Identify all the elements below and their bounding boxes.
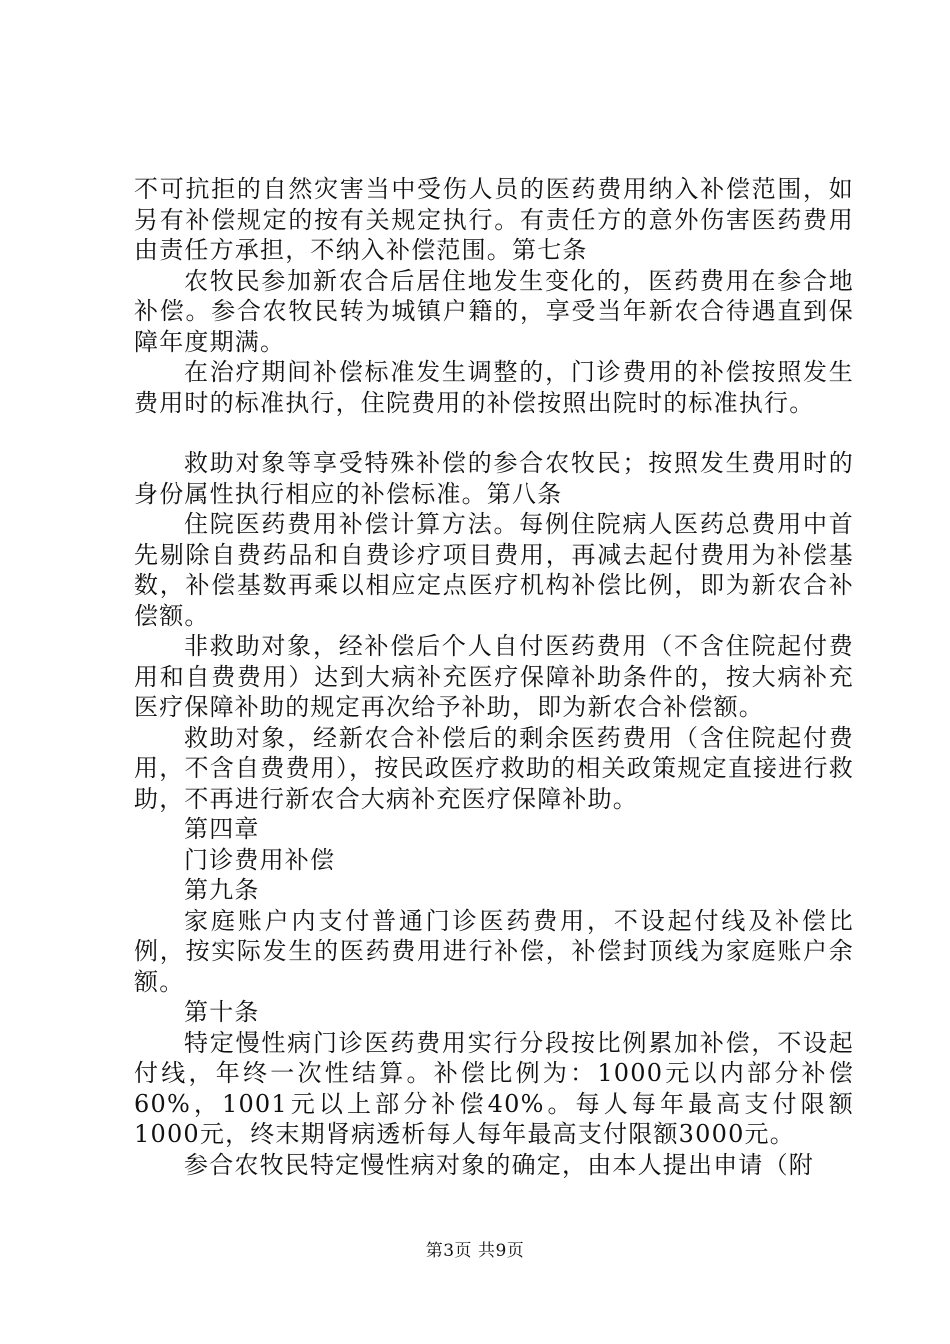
article-9-heading: 第九条 <box>184 876 260 904</box>
page-number-footer: 第3页 共9页 <box>425 1241 525 1261</box>
document-body <box>134 174 854 1180</box>
paragraph-3: 在治疗期间补偿标准发生调整的，门诊费用的补偿按照发生费用时的标准执行，住院费用的补偿按照出院时的标准执行。 <box>134 358 854 417</box>
paragraph-1: 不可抗拒的自然灾害当中受伤人员的医药费用纳入补偿范围，如另有补偿规定的按有关规定执行。有责任方的意外伤害医药费用由责任方承担，不纳入补偿范围。第七条 <box>134 175 854 264</box>
article-10-heading: 第十条 <box>184 998 260 1026</box>
paragraph-article-10: 特定慢性病门诊医药费用实行分段按比例累加补偿，不设起付线，年终一次性结算。补偿比例为：1000元以内部分补偿60%，1001元以上部分补偿40%。每人每年最高支付限额1000元，终末期肾病透析每人每年最高支付限额3000元。 <box>134 1028 854 1148</box>
paragraph-2: 农牧民参加新农合后居住地发生变化的，医药费用在参合地补偿。参合农牧民转为城镇户籍的，享受当年新农合待遇直到保障年度期满。 <box>134 266 854 356</box>
paragraph-article-9: 家庭账户内支付普通门诊医药费用，不设起付线及补偿比例，按实际发生的医药费用进行补偿，补偿封顶线为家庭账户余额。 <box>134 906 854 996</box>
paragraph-6: 非救助对象，经补偿后个人自付医药费用（不含住院起付费用和自费费用）达到大病补充医疗保障补助条件的，按大病补充医疗保障补助的规定再次给予补助，即为新农合补偿额。 <box>134 632 854 721</box>
paragraph-7: 救助对象，经新农合补偿后的剩余医药费用（含住院起付费用，不含自费费用），按民政医疗救助的相关政策规定直接进行救助，不再进行新农合大病补充医疗保障补助。 <box>134 723 854 813</box>
chapter-title: 门诊费用补偿 <box>184 845 336 874</box>
paragraph-last: 参合农牧民特定慢性病对象的确定，由本人提出申请（附 <box>184 1150 814 1179</box>
paragraph-4: 救助对象等享受特殊补偿的参合农牧民；按照发生费用时的身份属性执行相应的补偿标准。第八条 <box>134 449 854 508</box>
paragraph-5: 住院医药费用补偿计算方法。每例住院病人医药总费用中首先剔除自费药品和自费诊疗项目费用，再减去起付费用为补偿基数，补偿基数再乘以相应定点医疗机构补偿比例，即为新农合补偿额。 <box>134 510 854 630</box>
chapter-heading: 第四章 <box>184 815 260 843</box>
